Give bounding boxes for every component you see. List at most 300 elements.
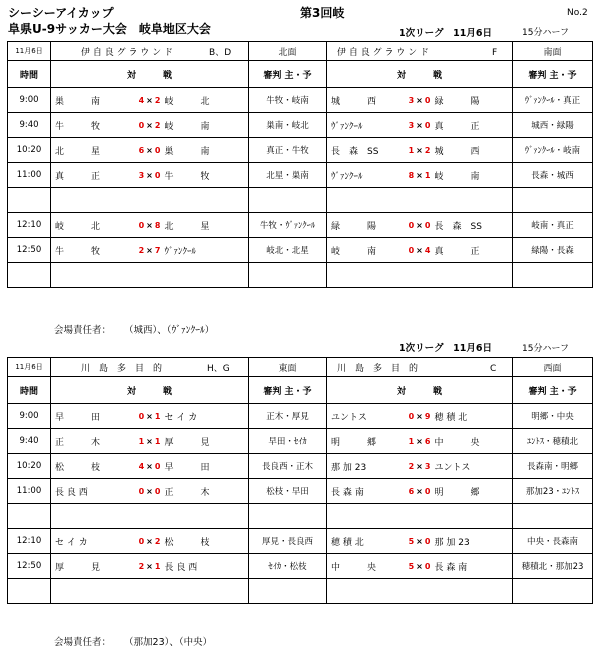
empty-cell: [513, 188, 593, 213]
match: [55, 410, 244, 423]
score: [135, 121, 165, 130]
empty-cell: [327, 188, 513, 213]
empty-cell: [51, 579, 249, 604]
time-cell: 9:00: [8, 404, 51, 429]
venue-right: 伊 自 良 グ ラ ウ ン ド F: [327, 42, 513, 61]
referee-left: 岐北・北星: [249, 238, 327, 263]
versus-mark: ×: [416, 486, 423, 496]
score: [405, 96, 435, 105]
time-cell: 12:50: [8, 554, 51, 579]
home-score: 1: [408, 145, 415, 155]
empty-cell: [8, 188, 51, 213]
empty-cell: [249, 504, 327, 529]
responsible-1: [54, 322, 214, 336]
away-team: 長 森 南: [434, 562, 468, 573]
referee-left: 長良西・正木: [249, 454, 327, 479]
empty-cell: [327, 504, 513, 529]
col-ref-left: 審判 主・予: [249, 377, 327, 404]
match: [331, 244, 508, 257]
match: [331, 169, 508, 182]
home-score: 3: [138, 170, 145, 180]
away-team: 城 西: [434, 146, 480, 157]
match: [55, 94, 244, 107]
away-team: 緑 陽: [434, 96, 480, 107]
home-team: 中 央: [331, 562, 377, 573]
col-ref-left: 審判 主・予: [249, 61, 327, 88]
match: [331, 435, 508, 448]
home-score: 6: [138, 145, 145, 155]
score: [135, 146, 165, 155]
table-row: [8, 138, 593, 163]
away-score: 8: [154, 220, 161, 230]
referee-right: 城西・緑陽: [513, 113, 593, 138]
away-score: 1: [154, 436, 161, 446]
away-team: 明 郷: [434, 487, 480, 498]
time-cell: 12:10: [8, 529, 51, 554]
match: [55, 144, 244, 157]
away-score: 1: [154, 561, 161, 571]
home-team: 岐 南: [331, 246, 377, 257]
home-team: 巣 南: [55, 96, 101, 107]
score: [135, 221, 165, 230]
match: [331, 560, 508, 573]
match-cell-right: [327, 113, 513, 138]
home-team: ｳﾞｧﾝｸｰﾙ: [331, 121, 363, 132]
away-score: 2: [154, 536, 161, 546]
versus-mark: ×: [146, 120, 153, 130]
home-score: 0: [138, 411, 145, 421]
home-team: 長 良 西: [55, 487, 88, 498]
versus-mark: ×: [416, 220, 423, 230]
home-score: 2: [138, 245, 145, 255]
versus-mark: ×: [416, 120, 423, 130]
match-cell-left: [51, 529, 249, 554]
home-score: 0: [408, 411, 415, 421]
referee-left: 早田・ｾｲｶ: [249, 429, 327, 454]
away-team: セ イ カ: [164, 412, 198, 423]
score: [135, 437, 165, 446]
home-score: 5: [408, 561, 415, 571]
away-team: 正 木: [164, 487, 210, 498]
venue-left: 川 島 多 目 的 H、G: [51, 358, 249, 377]
away-team: 長 良 西: [164, 562, 198, 573]
home-score: 2: [408, 461, 415, 471]
away-team: 岐 南: [164, 121, 210, 132]
referee-left: 牛牧・ｳﾞｧﾝｸｰﾙ: [249, 213, 327, 238]
match-cell-left: [51, 238, 249, 263]
side-left: 北面: [249, 42, 327, 61]
time-cell: 9:40: [8, 113, 51, 138]
col-ref-right: 審判 主・予: [513, 377, 593, 404]
versus-mark: ×: [146, 436, 153, 446]
schedule-table-1: [7, 41, 592, 288]
referee-left: 正木・厚見: [249, 404, 327, 429]
home-team: 那 加 23: [331, 462, 367, 473]
score: [135, 412, 165, 421]
time-cell: 10:20: [8, 138, 51, 163]
referee-left: 北星・巣南: [249, 163, 327, 188]
match-cell-left: [51, 554, 249, 579]
away-team: ユントス: [434, 462, 471, 473]
match-cell-right: [327, 554, 513, 579]
empty-cell: [249, 263, 327, 288]
home-team: 長 森 南: [331, 487, 364, 498]
match-cell-right: [327, 404, 513, 429]
home-team: ｳﾞｧﾝｸｰﾙ: [331, 171, 363, 182]
referee-left: 松枝・早田: [249, 479, 327, 504]
away-score: 0: [424, 536, 431, 546]
away-score: 0: [154, 486, 161, 496]
away-score: 6: [424, 436, 431, 446]
cup-title: シーシーアイカップ: [8, 6, 114, 20]
responsible-teams: （那加23）、（中央）: [124, 637, 213, 648]
match-cell-left: [51, 454, 249, 479]
score: [135, 537, 165, 546]
page-number: No.2: [567, 8, 588, 18]
match-cell-right: [327, 479, 513, 504]
home-score: 5: [408, 536, 415, 546]
match-cell-left: [51, 479, 249, 504]
match-cell-left: [51, 113, 249, 138]
home-score: 1: [138, 436, 145, 446]
score: [135, 487, 165, 496]
score: [405, 221, 435, 230]
away-team: 真 正: [434, 246, 480, 257]
away-score: 1: [154, 411, 161, 421]
versus-mark: ×: [416, 461, 423, 471]
side-right: 西面: [513, 358, 593, 377]
score: [405, 121, 435, 130]
table-row: [8, 238, 593, 263]
home-team: 牛 牧: [55, 121, 101, 132]
away-team: 真 正: [434, 121, 480, 132]
match-cell-right: [327, 429, 513, 454]
versus-mark: ×: [146, 461, 153, 471]
away-team: 早 田: [164, 462, 210, 473]
versus-mark: ×: [416, 245, 423, 255]
away-score: 3: [424, 461, 431, 471]
away-score: 0: [154, 170, 161, 180]
match-cell-left: [51, 404, 249, 429]
score: [405, 412, 435, 421]
time-cell: 12:10: [8, 213, 51, 238]
match: [331, 410, 508, 423]
empty-cell: [249, 579, 327, 604]
versus-mark: ×: [146, 486, 153, 496]
versus-mark: ×: [146, 561, 153, 571]
tournament-title: 阜県U-9サッカー大会 岐阜地区大会: [8, 22, 211, 36]
referee-right: 穂積北・那加23: [513, 554, 593, 579]
home-score: 1: [408, 436, 415, 446]
away-team: ｳﾞｧﾝｸｰﾙ: [164, 246, 197, 257]
match: [55, 460, 244, 473]
match-cell-right: [327, 88, 513, 113]
home-team: 明 郷: [331, 437, 377, 448]
col-time: 時間: [8, 377, 51, 404]
table-row: [8, 404, 593, 429]
home-score: 0: [408, 220, 415, 230]
league-date: 1次リーグ 11月6日: [399, 28, 492, 39]
away-team: 北 星: [164, 221, 210, 232]
away-team: 岐 北: [164, 96, 210, 107]
home-score: 0: [138, 120, 145, 130]
away-score: 0: [154, 461, 161, 471]
away-team: 厚 見: [164, 437, 210, 448]
score: [135, 246, 165, 255]
referee-right: 那加23・ﾕﾝﾄｽ: [513, 479, 593, 504]
home-team: 北 星: [55, 146, 101, 157]
match-cell-right: [327, 238, 513, 263]
home-team: 早 田: [55, 412, 101, 423]
home-team: 長 森 SS: [331, 146, 379, 157]
match-cell-right: [327, 454, 513, 479]
versus-mark: ×: [416, 170, 423, 180]
versus-mark: ×: [146, 220, 153, 230]
home-score: 3: [408, 95, 415, 105]
match-format-2: 15分ハーフ: [522, 344, 570, 354]
referee-left: 真正・牛牧: [249, 138, 327, 163]
home-team: 城 西: [331, 96, 377, 107]
match: [55, 244, 244, 257]
table-row: [8, 454, 593, 479]
home-score: 4: [138, 461, 145, 471]
table-row: [8, 429, 593, 454]
league-date-2: 1次リーグ 11月6日: [399, 343, 492, 354]
col-match-right: 対 戦: [327, 377, 513, 404]
col-match-left: 対 戦: [51, 61, 249, 88]
match-cell-right: [327, 163, 513, 188]
side-right: 南面: [513, 42, 593, 61]
empty-cell: [327, 263, 513, 288]
home-team: 緑 陽: [331, 221, 377, 232]
empty-cell: [513, 504, 593, 529]
table-row: [8, 163, 593, 188]
empty-cell: [513, 263, 593, 288]
date-cell: 11月6日: [8, 358, 51, 377]
home-team: 正 木: [55, 437, 101, 448]
match-cell-right: [327, 138, 513, 163]
match-cell-right: [327, 529, 513, 554]
time-cell: 9:40: [8, 429, 51, 454]
away-team: 中 央: [434, 437, 480, 448]
date-cell: 11月6日: [8, 42, 51, 61]
home-team: 岐 北: [55, 221, 101, 232]
versus-mark: ×: [146, 245, 153, 255]
match: [55, 435, 244, 448]
referee-left: 牛牧・岐南: [249, 88, 327, 113]
empty-row: [8, 188, 593, 213]
referee-right: 長森・城西: [513, 163, 593, 188]
home-score: 3: [408, 120, 415, 130]
match: [55, 485, 244, 498]
home-score: 0: [138, 220, 145, 230]
match: [331, 144, 508, 157]
match-cell-left: [51, 213, 249, 238]
referee-right: ｳﾞｧﾝｸｰﾙ・岐南: [513, 138, 593, 163]
versus-mark: ×: [146, 536, 153, 546]
away-team: 岐 南: [434, 171, 480, 182]
referee-right: 明郷・中央: [513, 404, 593, 429]
match: [331, 119, 508, 132]
referee-right: 中央・長森南: [513, 529, 593, 554]
match: [55, 560, 244, 573]
table-row: [8, 213, 593, 238]
table-row: [8, 529, 593, 554]
home-team: ユントス: [331, 412, 367, 423]
venue-right: 川 島 多 目 的 C: [327, 358, 513, 377]
versus-mark: ×: [146, 411, 153, 421]
edition-label: 第3回岐: [300, 6, 345, 20]
empty-cell: [51, 504, 249, 529]
empty-row: [8, 263, 593, 288]
empty-cell: [8, 263, 51, 288]
match-cell-left: [51, 163, 249, 188]
away-score: 0: [424, 220, 431, 230]
home-score: 0: [138, 486, 145, 496]
score: [405, 537, 435, 546]
table-row: [8, 88, 593, 113]
responsible-teams: （城西）、（ｳﾞｧﾝｸｰﾙ）: [124, 325, 215, 336]
away-team: 松 枝: [164, 537, 210, 548]
away-team: 牛 牧: [164, 171, 210, 182]
match: [331, 460, 508, 473]
versus-mark: ×: [146, 95, 153, 105]
away-score: 2: [154, 95, 161, 105]
empty-cell: [8, 579, 51, 604]
away-score: 0: [424, 561, 431, 571]
away-score: 0: [424, 486, 431, 496]
responsible-label: 会場責任者：: [54, 325, 112, 336]
match: [55, 169, 244, 182]
away-score: 9: [424, 411, 431, 421]
score: [405, 462, 435, 471]
empty-cell: [51, 188, 249, 213]
versus-mark: ×: [146, 145, 153, 155]
away-score: 7: [154, 245, 161, 255]
col-ref-right: 審判 主・予: [513, 61, 593, 88]
referee-right: 長森南・明郷: [513, 454, 593, 479]
time-cell: 11:00: [8, 479, 51, 504]
versus-mark: ×: [416, 411, 423, 421]
home-score: 8: [408, 170, 415, 180]
time-cell: 9:00: [8, 88, 51, 113]
score: [405, 437, 435, 446]
schedule-table-2: [7, 357, 592, 604]
home-team: 穂 積 北: [331, 537, 364, 548]
referee-right: 緑陽・長森: [513, 238, 593, 263]
col-match-right: 対 戦: [327, 61, 513, 88]
score: [135, 462, 165, 471]
empty-cell: [249, 188, 327, 213]
side-left: 東面: [249, 358, 327, 377]
home-score: 6: [408, 486, 415, 496]
away-score: 1: [424, 170, 431, 180]
home-team: 牛 牧: [55, 246, 101, 257]
responsible-2: [54, 634, 212, 648]
match-cell-left: [51, 429, 249, 454]
score: [135, 171, 165, 180]
match: [331, 485, 508, 498]
away-team: 長 森 SS: [434, 221, 482, 232]
table-row: [8, 554, 593, 579]
table-row: [8, 113, 593, 138]
time-cell: 10:20: [8, 454, 51, 479]
match-format: 15分ハーフ: [522, 28, 570, 38]
empty-cell: [327, 579, 513, 604]
match: [331, 535, 508, 548]
away-team: 穂 積 北: [434, 412, 468, 423]
table-row: [8, 479, 593, 504]
versus-mark: ×: [416, 95, 423, 105]
home-score: 2: [138, 561, 145, 571]
match: [55, 119, 244, 132]
score: [405, 487, 435, 496]
score: [135, 96, 165, 105]
match: [331, 219, 508, 232]
away-score: 2: [424, 145, 431, 155]
referee-left: 巣南・岐北: [249, 113, 327, 138]
match-cell-left: [51, 88, 249, 113]
match: [55, 535, 244, 548]
away-team: 那 加 23: [434, 537, 470, 548]
empty-cell: [513, 579, 593, 604]
empty-cell: [51, 263, 249, 288]
away-score: 0: [424, 120, 431, 130]
away-score: 0: [424, 95, 431, 105]
versus-mark: ×: [416, 536, 423, 546]
away-score: 0: [154, 145, 161, 155]
versus-mark: ×: [146, 170, 153, 180]
score: [405, 246, 435, 255]
score: [405, 562, 435, 571]
venue-left: 伊 自 良 グ ラ ウ ン ド B、D: [51, 42, 249, 61]
score: [405, 171, 435, 180]
referee-right: ﾕﾝﾄｽ・穂積北: [513, 429, 593, 454]
versus-mark: ×: [416, 145, 423, 155]
versus-mark: ×: [416, 436, 423, 446]
score: [405, 146, 435, 155]
match: [331, 94, 508, 107]
time-cell: 11:00: [8, 163, 51, 188]
empty-row: [8, 504, 593, 529]
home-team: 真 正: [55, 171, 101, 182]
match: [55, 219, 244, 232]
responsible-label: 会場責任者：: [54, 637, 112, 648]
col-match-left: 対 戦: [51, 377, 249, 404]
away-score: 2: [154, 120, 161, 130]
empty-row: [8, 579, 593, 604]
referee-right: ｳﾞｧﾝｸｰﾙ・真正: [513, 88, 593, 113]
col-time: 時間: [8, 61, 51, 88]
home-score: 0: [408, 245, 415, 255]
match-cell-right: [327, 213, 513, 238]
home-team: 厚 見: [55, 562, 101, 573]
home-team: 松 枝: [55, 462, 101, 473]
home-team: セ イ カ: [55, 537, 88, 548]
versus-mark: ×: [416, 561, 423, 571]
home-score: 4: [138, 95, 145, 105]
empty-cell: [8, 504, 51, 529]
away-team: 巣 南: [164, 146, 210, 157]
match-cell-left: [51, 138, 249, 163]
referee-left: 厚見・長良西: [249, 529, 327, 554]
home-score: 0: [138, 536, 145, 546]
away-score: 4: [424, 245, 431, 255]
referee-left: ｾｲｶ・松枝: [249, 554, 327, 579]
referee-right: 岐南・真正: [513, 213, 593, 238]
time-cell: 12:50: [8, 238, 51, 263]
score: [135, 562, 165, 571]
